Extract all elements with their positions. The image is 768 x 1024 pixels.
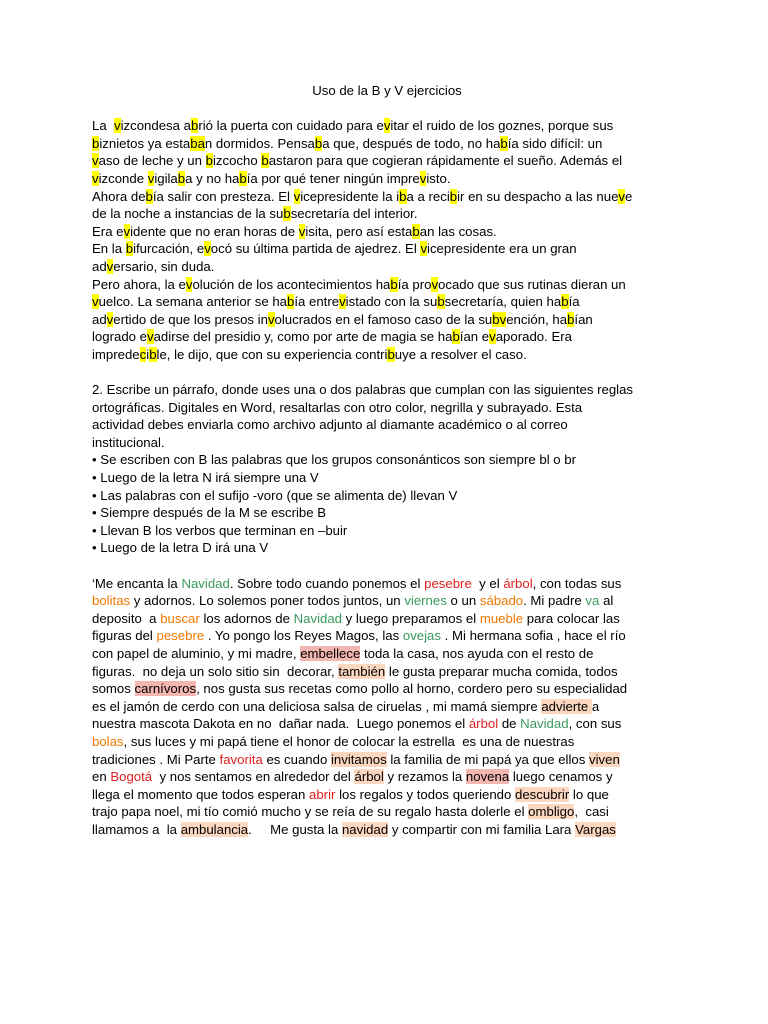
highlighted-text: árbol xyxy=(354,769,384,785)
text-line xyxy=(92,328,682,346)
highlighted-text: v xyxy=(123,223,131,239)
highlighted-text: b xyxy=(561,294,569,310)
text-run: izcondesa a xyxy=(120,118,191,134)
text-run: uelco. La semana anterior se ha xyxy=(98,294,287,310)
colored-word: Navidad xyxy=(520,716,569,732)
text-line xyxy=(92,698,682,716)
text-run: itar el ruido de los goznes, porque sus xyxy=(390,118,614,134)
text-line xyxy=(92,276,682,294)
text-run: y luego preparamos el xyxy=(342,610,480,626)
colored-word: bolitas xyxy=(92,593,131,609)
colored-word: viernes xyxy=(404,593,451,609)
highlighted-text: b xyxy=(492,311,500,327)
text-run: Ahora de xyxy=(92,188,146,204)
colored-word: Bogotá xyxy=(110,769,153,785)
highlighted-text: b xyxy=(567,311,575,327)
highlighted-text: embellece xyxy=(300,646,361,661)
text-run: iznietos ya esta xyxy=(99,135,191,151)
exercise-2-instructions xyxy=(92,381,682,557)
text-run: a que, después de todo, no ha xyxy=(322,135,501,151)
highlighted-text: b xyxy=(390,276,398,292)
highlighted-text: b xyxy=(287,294,295,310)
text-run: aso de leche y un xyxy=(98,153,206,169)
text-line xyxy=(92,592,682,610)
highlighted-text: b xyxy=(399,188,407,204)
highlighted-text: b xyxy=(92,135,100,151)
text-run: con papel de aluminio, y mi madre, xyxy=(92,646,301,661)
text-line xyxy=(92,680,682,698)
text-run: . Mi padre xyxy=(523,593,586,609)
text-line xyxy=(92,293,682,311)
highlighted-text: v xyxy=(185,276,193,292)
text-run: ían e xyxy=(459,329,490,345)
text-run: icepresidente la i xyxy=(300,188,400,204)
text-line xyxy=(92,223,682,241)
highlighted-text: v xyxy=(618,188,625,204)
text-line xyxy=(92,627,682,645)
text-run: secretaría del interior. xyxy=(290,206,418,222)
text-run: y compartir con mi familia Lara xyxy=(388,821,576,837)
text-line xyxy=(92,205,682,223)
text-run: los regalos y todos queriendo xyxy=(335,786,516,802)
colored-word: pesebre xyxy=(424,575,476,591)
highlighted-text: v xyxy=(204,241,211,257)
text-run: al xyxy=(599,593,614,609)
highlighted-text: carnívoros xyxy=(134,681,197,697)
text-run: isita, pero así esta xyxy=(305,223,413,239)
exercise-1-text xyxy=(92,117,682,363)
instruction-line: ortográficas. Digitales en Word, resaltarlas con otro color, negrilla y subrayado. Esta xyxy=(92,399,583,415)
text-run: llamamos a la xyxy=(92,821,181,837)
text-run: adirse del presidio y, como por arte de magia se ha xyxy=(153,329,453,345)
text-run: ad xyxy=(92,258,107,274)
highlighted-text: ombligo xyxy=(528,804,575,820)
highlighted-text: b xyxy=(125,241,134,257)
text-run: , con todas sus xyxy=(532,575,622,591)
text-run: nuestra mascota Dakota en no dañar nada. Luego ponemos el xyxy=(92,716,469,732)
colored-word: Navidad xyxy=(181,575,230,591)
colored-word: pesebre xyxy=(156,628,208,644)
highlighted-text: b xyxy=(452,329,460,345)
highlighted-text: también xyxy=(338,663,386,679)
rule-list-item: • Se escriben con B las palabras que los grupos consonánticos son siempre bl o br xyxy=(92,452,577,468)
text-run: o un xyxy=(450,593,480,609)
colored-word: abrir xyxy=(309,786,336,802)
text-run: para colocar las xyxy=(523,610,620,626)
text-run: istado con la su xyxy=(345,294,438,310)
highlighted-text: b xyxy=(145,188,153,204)
text-run: an las cosas. xyxy=(419,223,497,239)
highlighted-text: b xyxy=(283,206,291,222)
text-run: icepresidente era un gran xyxy=(427,241,577,257)
text-run: a xyxy=(591,698,600,714)
text-run: . Me gusta la xyxy=(248,821,342,837)
text-line xyxy=(92,786,682,804)
highlighted-text: v xyxy=(92,170,99,186)
highlighted-text: v xyxy=(147,329,154,345)
blank-line xyxy=(92,364,682,382)
text-run: ía salir con presteza. El xyxy=(152,188,294,204)
text-line xyxy=(92,575,682,593)
text-run: logrado e xyxy=(92,329,147,345)
colored-word: árbol xyxy=(468,716,499,732)
text-run: aporado. Era xyxy=(495,329,572,345)
text-run: ir en su despacho a las nue xyxy=(457,188,619,204)
text-run: ía por qué tener ningún impre xyxy=(246,170,420,186)
highlighted-text: Vargas xyxy=(575,821,616,837)
highlighted-text: b xyxy=(449,188,458,204)
text-run: lo que xyxy=(569,786,609,802)
highlighted-text: b xyxy=(149,346,157,362)
text-line xyxy=(92,610,682,628)
text-run: tradiciones . Mi Parte xyxy=(92,751,220,767)
text-run: , con sus xyxy=(568,716,622,732)
text-line xyxy=(92,135,682,153)
text-line xyxy=(92,152,682,170)
text-run: somos xyxy=(92,681,135,697)
highlighted-text: b xyxy=(437,294,445,310)
text-run: Era e xyxy=(92,223,124,239)
text-run: e xyxy=(625,188,633,204)
colored-word: buscar xyxy=(160,610,200,626)
text-run: . Yo pongo los Reyes Magos, las xyxy=(207,628,403,644)
text-line xyxy=(92,821,682,839)
highlighted-text: novena xyxy=(465,769,510,785)
text-run: figuras. no deja un solo sitio sin decorar, xyxy=(92,663,339,679)
text-run: ‘Me encanta la xyxy=(92,575,182,591)
instruction-line: 2. Escribe un párrafo, donde uses una o dos palabras que cumplan con las siguientes reglas xyxy=(92,382,634,398)
text-line xyxy=(92,768,682,786)
highlighted-text: navidad xyxy=(341,821,389,837)
text-run: ía pro xyxy=(397,276,432,292)
text-run: La xyxy=(92,118,114,134)
rule-list-item: • Las palabras con el sufijo -voro (que se alimenta de) llevan V xyxy=(92,487,458,503)
rule-list-item: • Siempre después de la M se escribe B xyxy=(92,505,327,521)
highlighted-text: v xyxy=(106,258,114,274)
text-run: a a reci xyxy=(406,188,450,204)
text-run: , nos gusta sus recetas como pollo al horno, cordero pero su especialidad xyxy=(196,681,628,697)
document-title: Uso de la B y V ejercicios xyxy=(312,83,462,98)
highlighted-text: v xyxy=(383,118,391,134)
text-run: izconde xyxy=(98,170,148,186)
text-run: toda la casa, nos ayuda con el resto de xyxy=(360,646,594,661)
text-run: le gusta preparar mucha comida, todos xyxy=(385,663,618,679)
text-run: a y no ha xyxy=(185,170,240,186)
text-run: en xyxy=(92,769,111,785)
rule-list-item: • Luego de la letra D irá una V xyxy=(92,540,269,556)
highlighted-text: b xyxy=(387,346,395,362)
rule-list-item: • Luego de la letra N irá siempre una V xyxy=(92,470,319,486)
text-run: ad xyxy=(92,311,107,327)
highlighted-text: invitamos xyxy=(330,751,387,767)
text-run: y nos sentamos en alrededor del xyxy=(152,769,355,785)
highlighted-text: v xyxy=(419,170,427,186)
highlighted-text: ba xyxy=(190,135,205,151)
highlighted-text: v xyxy=(489,329,496,345)
text-run: y adornos. Lo solemos poner todos juntos, un xyxy=(130,593,405,609)
text-run: Pero ahora, la e xyxy=(92,276,186,292)
text-line xyxy=(92,346,682,364)
text-line xyxy=(92,117,682,135)
text-line xyxy=(92,803,682,821)
highlighted-text: b xyxy=(190,118,199,134)
highlighted-text: b xyxy=(500,135,508,151)
text-run: i xyxy=(146,346,150,362)
text-run: luego cenamos y xyxy=(509,769,613,785)
text-run: ocado que sus rutinas dieran un xyxy=(438,276,626,292)
text-run: ertido de que los presos in xyxy=(113,311,268,327)
highlighted-text: v xyxy=(499,311,507,327)
colored-word: va xyxy=(585,593,600,609)
text-run: En la xyxy=(92,241,126,257)
highlighted-text: viven xyxy=(589,751,620,767)
highlighted-text: v xyxy=(267,311,275,327)
highlighted-text: v xyxy=(92,294,99,310)
highlighted-text: c xyxy=(139,346,147,362)
text-run: imprede xyxy=(92,346,140,362)
text-run: olucrados en el famoso caso de la su xyxy=(274,311,493,327)
highlighted-text: v xyxy=(298,223,306,239)
highlighted-text: b xyxy=(412,223,420,239)
colored-word: ovejas xyxy=(402,628,445,644)
colored-word: árbol xyxy=(503,575,533,591)
highlighted-text: v xyxy=(420,241,428,257)
highlighted-text: b xyxy=(314,135,323,151)
text-run: ían xyxy=(574,311,593,327)
text-run: idente que no eran horas de xyxy=(130,223,299,239)
text-run: uye a resolver el caso. xyxy=(394,346,527,362)
text-line xyxy=(92,240,682,258)
text-run: y rezamos la xyxy=(383,769,466,785)
highlighted-text: v xyxy=(92,153,99,169)
text-line xyxy=(92,258,682,276)
colored-word: Navidad xyxy=(293,610,343,626)
text-run: ía sido difícil: un xyxy=(507,135,603,151)
text-run: de la noche a instancias de la su xyxy=(92,206,284,222)
text-run: , sus luces y mi papá tiene el honor de colocar la estrella es una de nuestras xyxy=(123,733,575,749)
text-run: . Mi hermana sofia , hace el río xyxy=(444,628,626,644)
document-page xyxy=(92,82,682,839)
text-run: deposito a xyxy=(92,610,161,626)
highlighted-text: v xyxy=(339,294,346,310)
highlighted-text: v xyxy=(293,188,301,204)
highlighted-text: b xyxy=(205,153,213,169)
text-run: ención, ha xyxy=(506,311,568,327)
text-run: secretaría, quien ha xyxy=(444,294,562,310)
text-run: trajo papa noel, mi tío comió mucho y se reía de su regalo hasta dolerle el xyxy=(92,804,529,820)
text-run: . Sobre todo cuando ponemos el xyxy=(229,575,425,591)
colored-word: mueble xyxy=(479,610,524,626)
highlighted-text: b xyxy=(239,170,247,186)
text-run: ía xyxy=(568,294,580,310)
text-run: isto. xyxy=(426,170,451,186)
text-line xyxy=(92,170,682,188)
text-line xyxy=(92,311,682,329)
highlighted-text: b xyxy=(261,153,269,169)
text-run: n dormidos. Pensa xyxy=(204,135,315,151)
colored-word: bolas xyxy=(92,733,124,749)
student-paragraph xyxy=(92,575,682,839)
text-run: le, le dijo, que con su experiencia contri xyxy=(156,346,388,362)
highlighted-text: v xyxy=(106,311,114,327)
colored-word: favorita xyxy=(219,751,263,767)
highlighted-text: v xyxy=(147,170,155,186)
text-run: olución de los acontecimientos ha xyxy=(192,276,391,292)
text-line xyxy=(92,715,682,733)
blank-line xyxy=(92,557,682,575)
text-run: astaron para que cogieran rápidamente el sueño. Además el xyxy=(268,153,623,169)
rule-list-item: • Llevan B los verbos que terminan en –buir xyxy=(92,522,348,538)
text-run: figuras del xyxy=(92,628,157,644)
text-line xyxy=(92,733,682,751)
text-run: rió la puerta con cuidado para e xyxy=(198,118,384,134)
text-run: , casi xyxy=(574,804,609,820)
text-run: ía entre xyxy=(294,294,340,310)
highlighted-text: b xyxy=(177,170,186,186)
instruction-line: institucional. xyxy=(92,434,165,450)
highlighted-text: v xyxy=(114,118,121,134)
text-run: ocó su última partida de ajedrez. El xyxy=(210,241,421,257)
text-run: y el xyxy=(475,575,504,591)
highlighted-text: v xyxy=(431,276,439,292)
text-run: llega el momento que todos esperan xyxy=(92,786,310,802)
text-line xyxy=(92,188,682,206)
text-run: ersario, sin duda. xyxy=(113,258,215,274)
text-line xyxy=(92,751,682,769)
text-run: los adornos de xyxy=(199,610,294,626)
text-run: igila xyxy=(154,170,178,186)
text-run: es el jamón de cerdo con una deliciosa salsa de ciruelas , mi mamá siempre xyxy=(92,698,542,714)
text-run: la familia de mi papá ya que ellos xyxy=(386,751,589,767)
instruction-line: actividad debes enviarla como archivo adjunto al diamante académico o al correo xyxy=(92,417,568,433)
text-run: izcocho xyxy=(212,153,262,169)
highlighted-text: descubrir xyxy=(515,786,570,802)
text-line xyxy=(92,645,682,663)
text-run: es cuando xyxy=(262,751,331,767)
text-run: de xyxy=(498,716,521,732)
text-line xyxy=(92,663,682,681)
colored-word: sábado xyxy=(479,593,524,609)
text-run: ifurcación, e xyxy=(133,241,205,257)
highlighted-text: ambulancia xyxy=(180,821,249,837)
highlighted-text: advierte xyxy=(541,698,592,714)
